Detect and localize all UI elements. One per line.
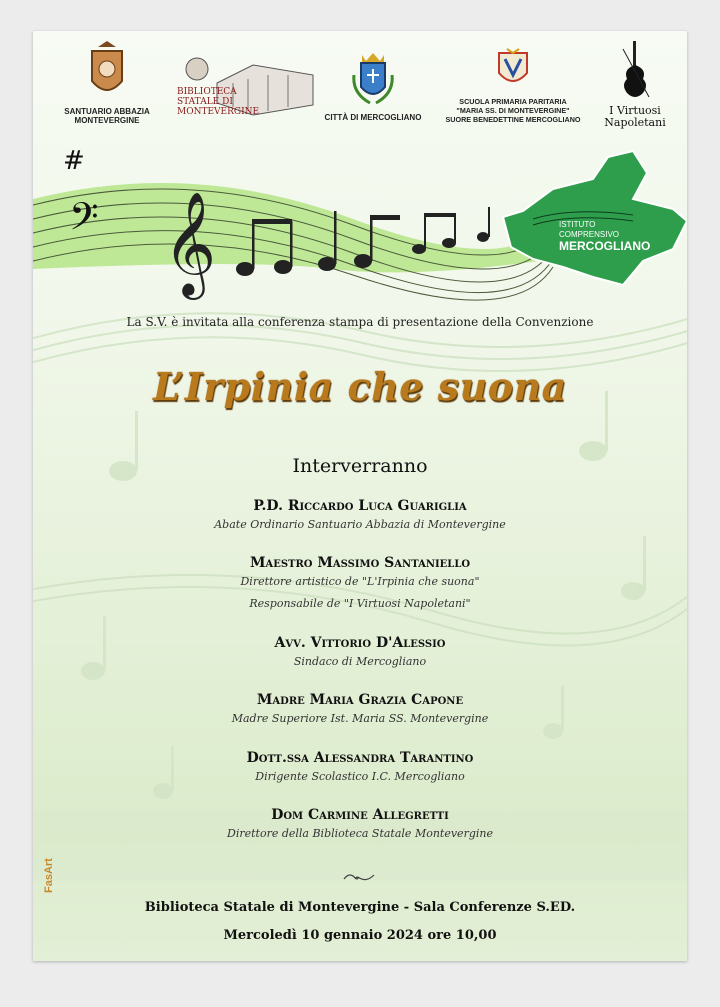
violin-icon [615, 39, 655, 101]
bass-clef-icon: 𝄢 [69, 194, 99, 248]
logo-caption: SCUOLA PRIMARIA PARITARIA "MARIA SS. DI MONTEVERGINE" SUORE BENEDETTINE MERCOGLIANO [445, 97, 581, 124]
sharp-sign: # [63, 149, 85, 176]
treble-clef-icon: 𝄞 [163, 191, 217, 296]
school-shield-icon [493, 47, 533, 93]
speaker-name: Madre Maria Grazia Capone [256, 692, 464, 708]
speaker-block [33, 750, 687, 788]
speaker-name: P.D. Riccardo Luca Guariglia [253, 498, 467, 514]
music-staff-banner [33, 149, 687, 319]
institute-line2: COMPRENSIVO [559, 230, 620, 239]
speaker-role: Responsabile de "I Virtuosi Napoletani" [249, 597, 471, 610]
speaker-block [33, 635, 687, 673]
logo-caption: SANTUARIO ABBAZIA MONTEVERGINE [64, 107, 150, 125]
logo-santuario [55, 41, 159, 125]
speaker-block [33, 555, 687, 615]
artist-signature: FasArt [43, 858, 55, 893]
ornament-icon [340, 869, 380, 885]
logo-scuola [438, 47, 588, 124]
city-crest-icon [348, 49, 398, 109]
speaker-block [33, 692, 687, 730]
speaker-name: Dott.ssa Alessandra Tarantino [246, 750, 474, 766]
logo-virtuosi [595, 39, 675, 129]
logo-caption: CITTÀ DI MERCOGLIANO [324, 113, 422, 122]
date-text: Mercoledì 10 gennaio 2024 ore 10,00 [223, 928, 497, 943]
speaker-name: Maestro Massimo Santaniello [249, 555, 471, 571]
speaker-block [33, 498, 687, 536]
speakers-heading: Interverranno [292, 455, 428, 477]
speaker-name: Avv. Vittorio D'Alessio [274, 635, 446, 651]
speaker-role: Abate Ordinario Santuario Abbazia di Montevergine [214, 518, 506, 531]
institute-line1: ISTITUTO [559, 220, 596, 229]
abbey-coat-of-arms-icon [82, 41, 132, 103]
logo-mercogliano [313, 49, 433, 122]
speaker-block [33, 807, 687, 845]
invite-text: La S.V. è invitata alla conferenza stampa di presentazione della Convenzione [126, 315, 594, 329]
venue-text: Biblioteca Statale di Montevergine - Sala Conferenze S.ED. [144, 900, 576, 915]
logo-caption: I Virtuosi Napoletani [604, 104, 666, 129]
speaker-role: Sindaco di Mercogliano [293, 655, 427, 668]
event-title: L’Irpinia che suona [153, 364, 567, 409]
speaker-name: Dom Carmine Allegretti [271, 807, 449, 823]
logo-caption: BIBLIOTECA STATALE DI MONTEVERGINE [177, 87, 260, 117]
speaker-role: Dirigente Scolastico I.C. Mercogliano [255, 770, 465, 783]
logo-biblioteca [173, 53, 323, 129]
invitation-poster [33, 31, 687, 961]
institute-line3: MERCOGLIANO [559, 239, 651, 253]
speaker-role: Madre Superiore Ist. Maria SS. Montevergine [231, 712, 489, 725]
speaker-role: Direttore della Biblioteca Statale Montevergine [227, 827, 493, 840]
speaker-role: Direttore artistico de "L'Irpinia che suona" [240, 575, 480, 588]
